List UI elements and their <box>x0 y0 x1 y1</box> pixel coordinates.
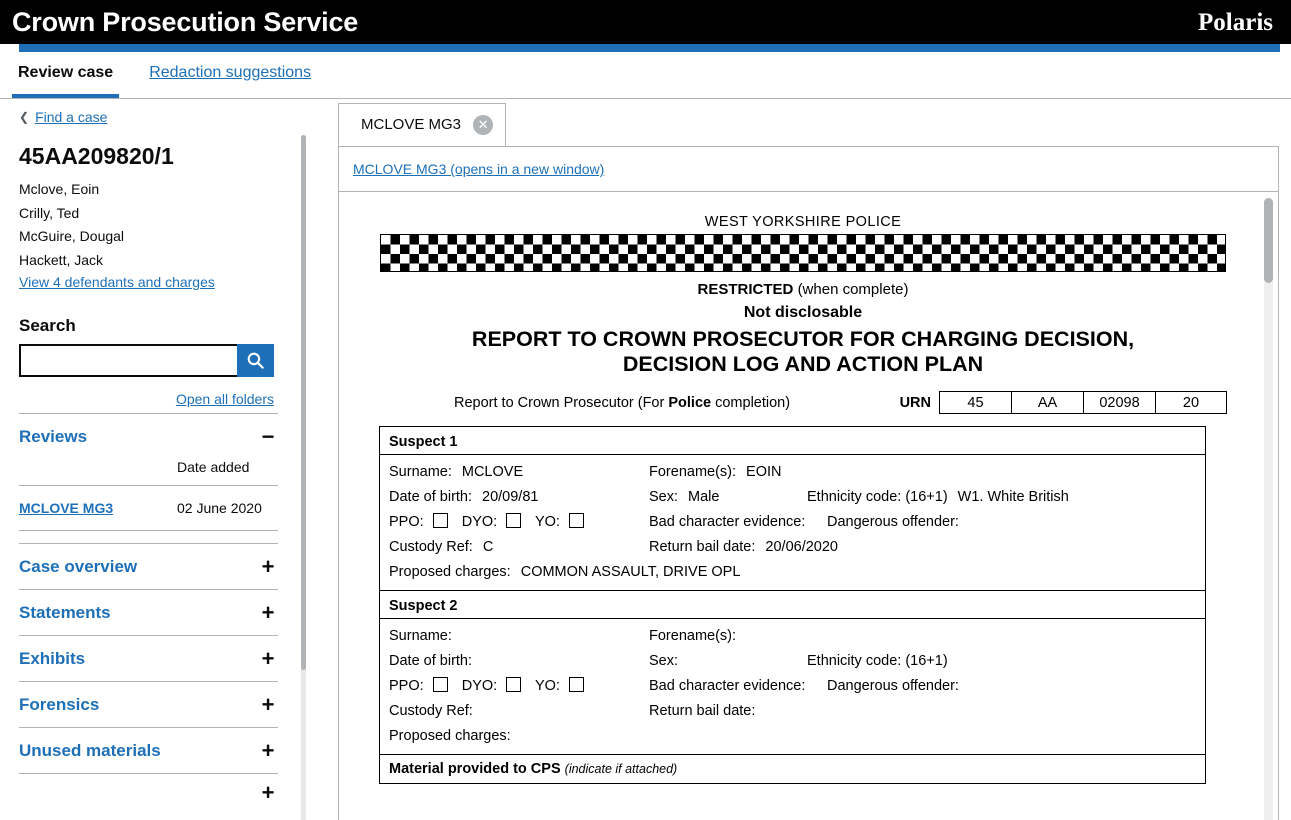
accordion-section-forensics <box>19 681 278 727</box>
case-sidebar <box>0 99 327 820</box>
accordion-title: Statements <box>19 603 111 622</box>
plus-icon: + <box>261 692 275 717</box>
header-accent-bar <box>19 44 1280 52</box>
document-pane <box>327 99 1291 820</box>
proposed-charges-label: Proposed charges: <box>389 563 511 580</box>
document-date: 02 June 2020 <box>159 486 278 531</box>
accordion-header-forensics[interactable] <box>19 682 278 727</box>
suspect-1-custody-row <box>380 534 1205 559</box>
plus-icon: + <box>261 600 275 625</box>
dob-label: Date of birth: <box>389 488 473 505</box>
urn-label: URN <box>899 394 931 411</box>
proposed-charges-label: Proposed charges: <box>389 727 511 744</box>
suspect-2-flags-row <box>380 673 1205 698</box>
search-icon <box>246 351 265 370</box>
suspect-2-dangerous-cell <box>827 678 1205 694</box>
yo-label: YO: <box>534 514 560 530</box>
table-header-row <box>19 459 278 486</box>
document-page <box>379 192 1227 784</box>
minus-icon: − <box>261 424 275 449</box>
primary-nav <box>0 52 1291 99</box>
accordion-section-unused-materials <box>19 727 278 773</box>
reviews-table <box>19 459 278 531</box>
bad-character-label: Bad character evidence: <box>649 513 806 530</box>
suspect-1-bail-cell <box>649 539 1205 555</box>
ethnicity-label: Ethnicity code: (16+1) <box>807 488 948 505</box>
material-provided-row <box>380 755 1205 783</box>
suspect-2-bad-character-cell <box>649 678 827 694</box>
urn-row <box>379 391 1227 414</box>
suspect-block-2 <box>380 591 1205 755</box>
suspect-2-dob-row <box>380 648 1205 673</box>
open-in-new-window-link[interactable]: MCLOVE MG3 (opens in a new window) <box>353 161 605 177</box>
forename-label: Forename(s): <box>649 627 737 644</box>
suspect-1-flags-row <box>380 509 1205 534</box>
accordion-header-case-overview[interactable] <box>19 544 278 589</box>
suspect-2-ethnicity <box>948 653 958 669</box>
document-heading-line1: REPORT TO CROWN PROSECUTOR FOR CHARGING DECISION, <box>471 327 1135 351</box>
accordion-title: Reviews <box>19 427 88 446</box>
suspect-1-forename: EOIN <box>746 463 782 480</box>
dangerous-offender-label: Dangerous offender: <box>827 513 959 530</box>
accordion-body-reviews <box>19 459 278 543</box>
accordion-header-next[interactable] <box>19 774 278 811</box>
view-defendants-link[interactable]: View 4 defendants and charges <box>19 274 215 290</box>
open-all-folders-link[interactable]: Open all folders <box>175 391 274 407</box>
accordion-section-case-overview <box>19 543 278 589</box>
yo-label: YO: <box>534 678 560 694</box>
search-button[interactable] <box>237 344 274 377</box>
list-item: McGuire, Dougal <box>19 228 125 244</box>
tab-redaction-suggestions[interactable]: Redaction suggestions <box>149 64 312 81</box>
suspects-table <box>379 426 1206 784</box>
suspect-1-sex-cell <box>649 489 807 505</box>
find-a-case-link[interactable] <box>19 109 327 125</box>
column-header-document <box>19 459 159 486</box>
suspect-block-1 <box>380 427 1205 591</box>
report-subheading-post: completion) <box>711 394 791 411</box>
surname-label: Surname: <box>389 463 452 480</box>
accordion-section-next <box>19 773 278 811</box>
defendant-list <box>19 178 327 272</box>
urn-part-1: 45 <box>939 391 1011 414</box>
suspect-1-dob-row <box>380 484 1205 509</box>
accordion-section-reviews <box>19 413 278 543</box>
suspect-1-ethnicity: W1. White British <box>957 488 1069 505</box>
dyo-label: DYO: <box>461 678 498 694</box>
suspect-1-surname-cell <box>389 464 649 480</box>
dyo-label: DYO: <box>461 514 498 530</box>
list-item: Mclove, Eoin <box>19 181 100 197</box>
suspect-1-dob-cell <box>389 489 649 505</box>
sex-label: Sex: <box>649 488 679 505</box>
suspect-1-ethnicity-cell <box>807 489 1205 505</box>
suspect-2-charges-row <box>380 723 1205 748</box>
urn-part-4: 20 <box>1155 391 1227 414</box>
accordion-header-reviews[interactable] <box>19 414 278 459</box>
report-subheading-pre: Report to Crown Prosecutor (For <box>454 394 669 411</box>
urn-part-3: 02098 <box>1083 391 1155 414</box>
search-input[interactable] <box>19 344 237 377</box>
sidebar-scrollbar-thumb[interactable] <box>301 135 306 670</box>
suspect-1-custody-cell <box>389 539 649 555</box>
suspect-1-charges-row <box>380 559 1205 584</box>
table-row[interactable] <box>19 486 278 531</box>
plus-icon: + <box>261 738 275 763</box>
suspect-1-surname: MCLOVE <box>461 463 524 480</box>
document-scrollbar[interactable] <box>1264 198 1273 820</box>
material-provided-label: Material provided to CPS <box>389 761 561 777</box>
list-item: Crilly, Ted <box>19 204 80 221</box>
find-a-case-label: Find a case <box>35 109 108 125</box>
restricted-marking <box>379 281 1227 298</box>
suspect-2-bail-cell <box>649 703 1205 719</box>
folders-accordion <box>19 413 278 811</box>
suspect-1-sex: Male <box>688 488 720 505</box>
dyo-checkbox[interactable] <box>506 513 521 528</box>
yo-checkbox[interactable] <box>569 513 584 528</box>
suspect-1-bad-character-cell <box>649 514 827 530</box>
suspect-2-custody-row <box>380 698 1205 723</box>
document-tab-label: MCLOVE MG3 <box>361 116 462 133</box>
accordion-header-exhibits[interactable] <box>19 636 278 681</box>
suspect-1-title: Suspect 1 <box>380 431 1205 455</box>
dangerous-offender-label: Dangerous offender: <box>827 677 959 694</box>
suspect-1-name-row <box>380 459 1205 484</box>
forename-label: Forename(s): <box>649 463 737 480</box>
search-heading: Search <box>19 316 76 335</box>
app-header <box>0 0 1291 44</box>
case-reference: 45AA209820/1 <box>19 143 174 169</box>
accordion-section-exhibits <box>19 635 278 681</box>
ppo-label: PPO: <box>389 514 424 530</box>
chevron-left-icon: ❮ <box>19 110 30 124</box>
plus-icon: + <box>261 780 275 805</box>
suspect-2-forename-cell <box>649 628 1205 644</box>
suspect-2-title: Suspect 2 <box>380 595 1205 619</box>
accordion-title: Exhibits <box>19 649 86 668</box>
yo-checkbox[interactable] <box>569 677 584 692</box>
suspect-2-flags-cell <box>389 677 649 694</box>
open-in-new-window-row <box>339 147 1278 192</box>
suspect-2-name-row <box>380 623 1205 648</box>
suspect-1-dangerous-cell <box>827 514 1205 530</box>
accordion-header-statements[interactable] <box>19 590 278 635</box>
suspect-1-proposed-charges: COMMON ASSAULT, DRIVE OPL <box>520 563 741 580</box>
column-header-date-added: Date added <box>177 459 250 475</box>
document-link-mclove-mg3[interactable]: MCLOVE MG3 <box>19 486 159 531</box>
accordion-section-statements <box>19 589 278 635</box>
suspect-1-forename-cell <box>649 464 1205 480</box>
document-scrollbar-thumb[interactable] <box>1264 198 1273 283</box>
police-checker-band <box>380 234 1226 272</box>
material-provided-note: (indicate if attached) <box>564 762 678 776</box>
plus-icon: + <box>261 554 275 579</box>
ethnicity-label: Ethnicity code: (16+1) <box>807 652 948 669</box>
force-name: WEST YORKSHIRE POLICE <box>704 214 902 230</box>
app-brand: Polaris <box>1198 8 1273 36</box>
app-title: Crown Prosecution Service <box>12 6 359 37</box>
document-panel <box>338 146 1279 820</box>
suspect-1-flags-cell <box>389 513 649 530</box>
urn-part-2: AA <box>1011 391 1083 414</box>
suspect-2-surname-cell <box>389 628 649 644</box>
document-heading-line2: DECISION LOG AND ACTION PLAN <box>622 352 984 376</box>
custody-ref-label: Custody Ref: <box>389 702 473 719</box>
search-row <box>19 344 327 377</box>
sidebar-scrollbar[interactable] <box>301 135 306 820</box>
dyo-checkbox[interactable] <box>506 677 521 692</box>
close-icon[interactable]: ✕ <box>473 115 493 135</box>
suspect-1-dob: 20/09/81 <box>482 488 539 505</box>
suspect-1-return-bail-date: 20/06/2020 <box>765 538 838 555</box>
suspect-2-dob <box>472 653 482 669</box>
restricted-note: (when complete) <box>797 281 909 298</box>
suspect-2-forename <box>736 628 746 644</box>
document-heading <box>379 327 1227 377</box>
suspect-2-return-bail-date <box>755 703 765 719</box>
suspect-2-surname <box>452 628 462 644</box>
suspect-1-custody-ref: C <box>482 538 494 555</box>
sex-label: Sex: <box>649 652 679 669</box>
ppo-label: PPO: <box>389 678 424 694</box>
suspect-2-ethnicity-cell <box>807 653 1205 669</box>
suspect-2-dob-cell <box>389 653 649 669</box>
not-disclosable-marking: Not disclosable <box>743 304 863 321</box>
list-item: Hackett, Jack <box>19 251 104 268</box>
accordion-title: Unused materials <box>19 741 161 760</box>
suspect-2-custody-ref <box>473 703 483 719</box>
document-tab-mclove-mg3[interactable] <box>338 103 506 146</box>
return-bail-date-label: Return bail date: <box>649 538 756 555</box>
ppo-checkbox[interactable] <box>433 513 448 528</box>
accordion-title: Case overview <box>19 557 138 576</box>
report-subheading <box>379 395 900 411</box>
tab-review-case[interactable]: Review case <box>12 62 119 98</box>
suspect-2-sex <box>678 653 688 669</box>
ppo-checkbox[interactable] <box>433 677 448 692</box>
suspect-2-custody-cell <box>389 703 649 719</box>
document-tabbar <box>338 99 1279 146</box>
plus-icon: + <box>261 646 275 671</box>
document-viewer[interactable] <box>339 192 1278 820</box>
suspect-2-sex-cell <box>649 653 807 669</box>
accordion-header-unused-materials[interactable] <box>19 728 278 773</box>
accordion-title: Forensics <box>19 695 100 714</box>
dob-label: Date of birth: <box>389 652 473 669</box>
surname-label: Surname: <box>389 627 452 644</box>
report-subheading-bold: Police <box>668 394 712 411</box>
return-bail-date-label: Return bail date: <box>649 702 756 719</box>
restricted-bold: RESTRICTED <box>697 281 794 298</box>
bad-character-label: Bad character evidence: <box>649 677 806 694</box>
custody-ref-label: Custody Ref: <box>389 538 473 555</box>
urn-boxes <box>939 391 1227 414</box>
